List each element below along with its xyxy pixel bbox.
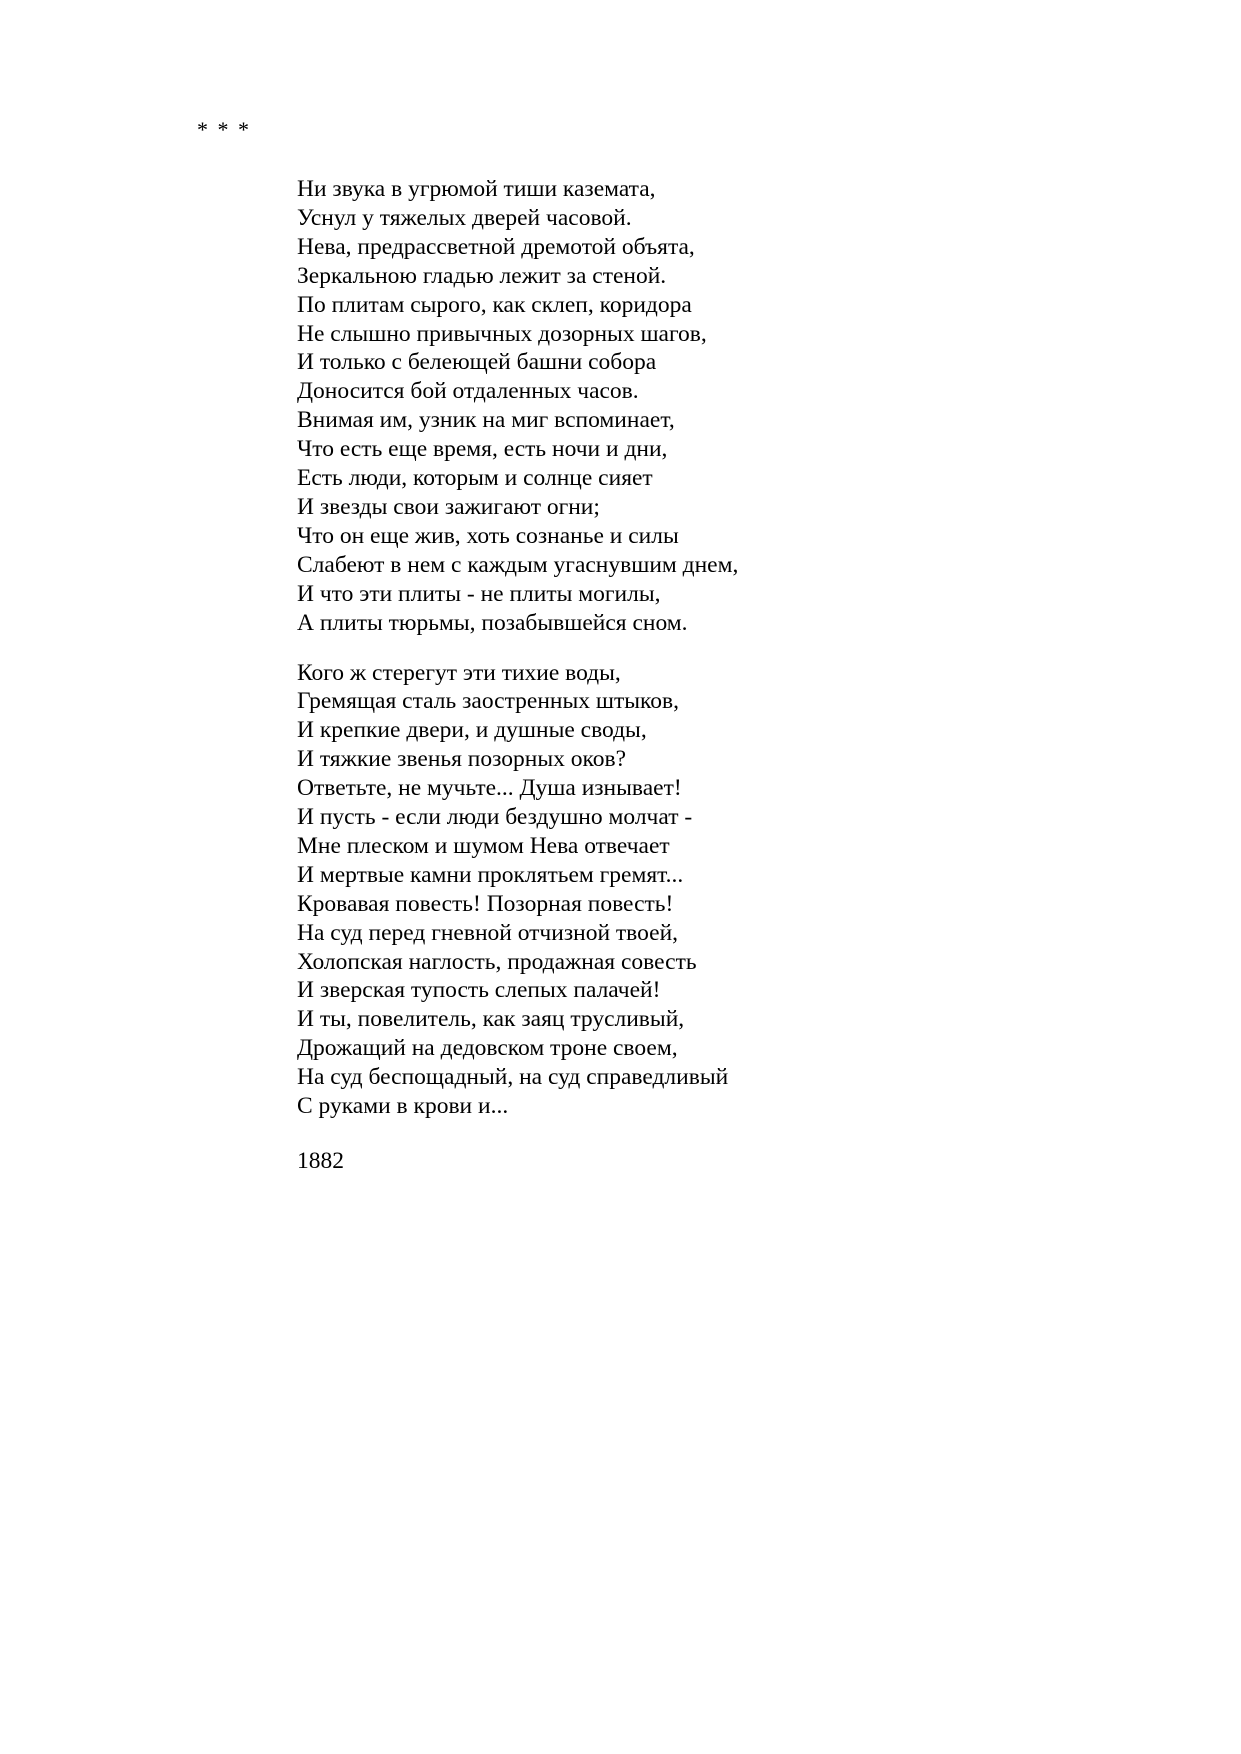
poem-line: Внимая им, узник на миг вспоминает, <box>297 407 675 434</box>
poem-line: И крепкие двери, и душные своды, <box>297 717 647 744</box>
poem-line: По плитам сырого, как склеп, коридора <box>297 291 692 318</box>
poem-line: Кого ж стерегут эти тихие воды, <box>297 659 621 686</box>
poem-line: И зверская тупость слепых палачей! <box>297 977 661 1004</box>
poem-line: На суд беспощадный, на суд справедливый <box>297 1064 729 1091</box>
poem-line: Гремящая сталь заостренных штыков, <box>297 688 680 715</box>
poem-line: С руками в крови и... <box>297 1093 509 1120</box>
poem-line: Ответьте, не мучьте... Душа изнывает! <box>297 775 682 802</box>
poem-line: Есть люди, которым и солнце сияет <box>297 465 653 492</box>
poem <box>297 175 1177 1176</box>
poem-line: Не слышно привычных дозорных шагов, <box>297 320 707 347</box>
poem-line: И тяжкие звенья позорных оков? <box>297 746 627 773</box>
section-asterisks: * * * <box>197 117 251 142</box>
poem-line: Слабеют в нем с каждым угаснувшим днем, <box>297 551 739 578</box>
poem-line: И мертвые камни проклятьем гремят... <box>297 861 684 888</box>
poem-line: И звезды свои зажигают огни; <box>297 493 600 520</box>
poem-line: Кровавая повесть! Позорная повесть! <box>297 890 674 917</box>
poem-line: На суд перед гневной отчизной твоей, <box>297 919 679 946</box>
poem-line: Доносится бой отдаленных часов. <box>297 378 639 405</box>
poem-line: Дрожащий на дедовском троне своем, <box>297 1035 678 1062</box>
poem-line: Ни звука в угрюмой тиши каземата, <box>297 176 656 202</box>
stanza-1 <box>297 175 1177 638</box>
poem-line: И только с белеющей башни собора <box>297 349 657 376</box>
poem-line: А плиты тюрьмы, позабывшейся сном. <box>297 609 688 636</box>
poem-line: И что эти плиты - не плиты могилы, <box>297 580 661 607</box>
poem-line: Что он еще жив, хоть сознанье и силы <box>297 522 679 549</box>
poem-line: Что есть еще время, есть ночи и дни, <box>297 436 668 463</box>
poem-line: Зеркальною гладью лежит за стеной. <box>297 262 667 289</box>
poem-year: 1882 <box>297 1148 344 1174</box>
poem-line: Уснул у тяжелых дверей часовой. <box>297 204 632 231</box>
stanza-2 <box>297 659 1177 1122</box>
poem-line: Холопская наглость, продажная совесть <box>297 948 697 975</box>
poem-line: И ты, повелитель, как заяц трусливый, <box>297 1006 685 1033</box>
poem-line: И пусть - если люди бездушно молчат - <box>297 804 693 831</box>
poem-line: Нева, предрассветной дремотой объята, <box>297 233 695 260</box>
poem-line: Мне плеском и шумом Нева отвечает <box>297 832 670 859</box>
